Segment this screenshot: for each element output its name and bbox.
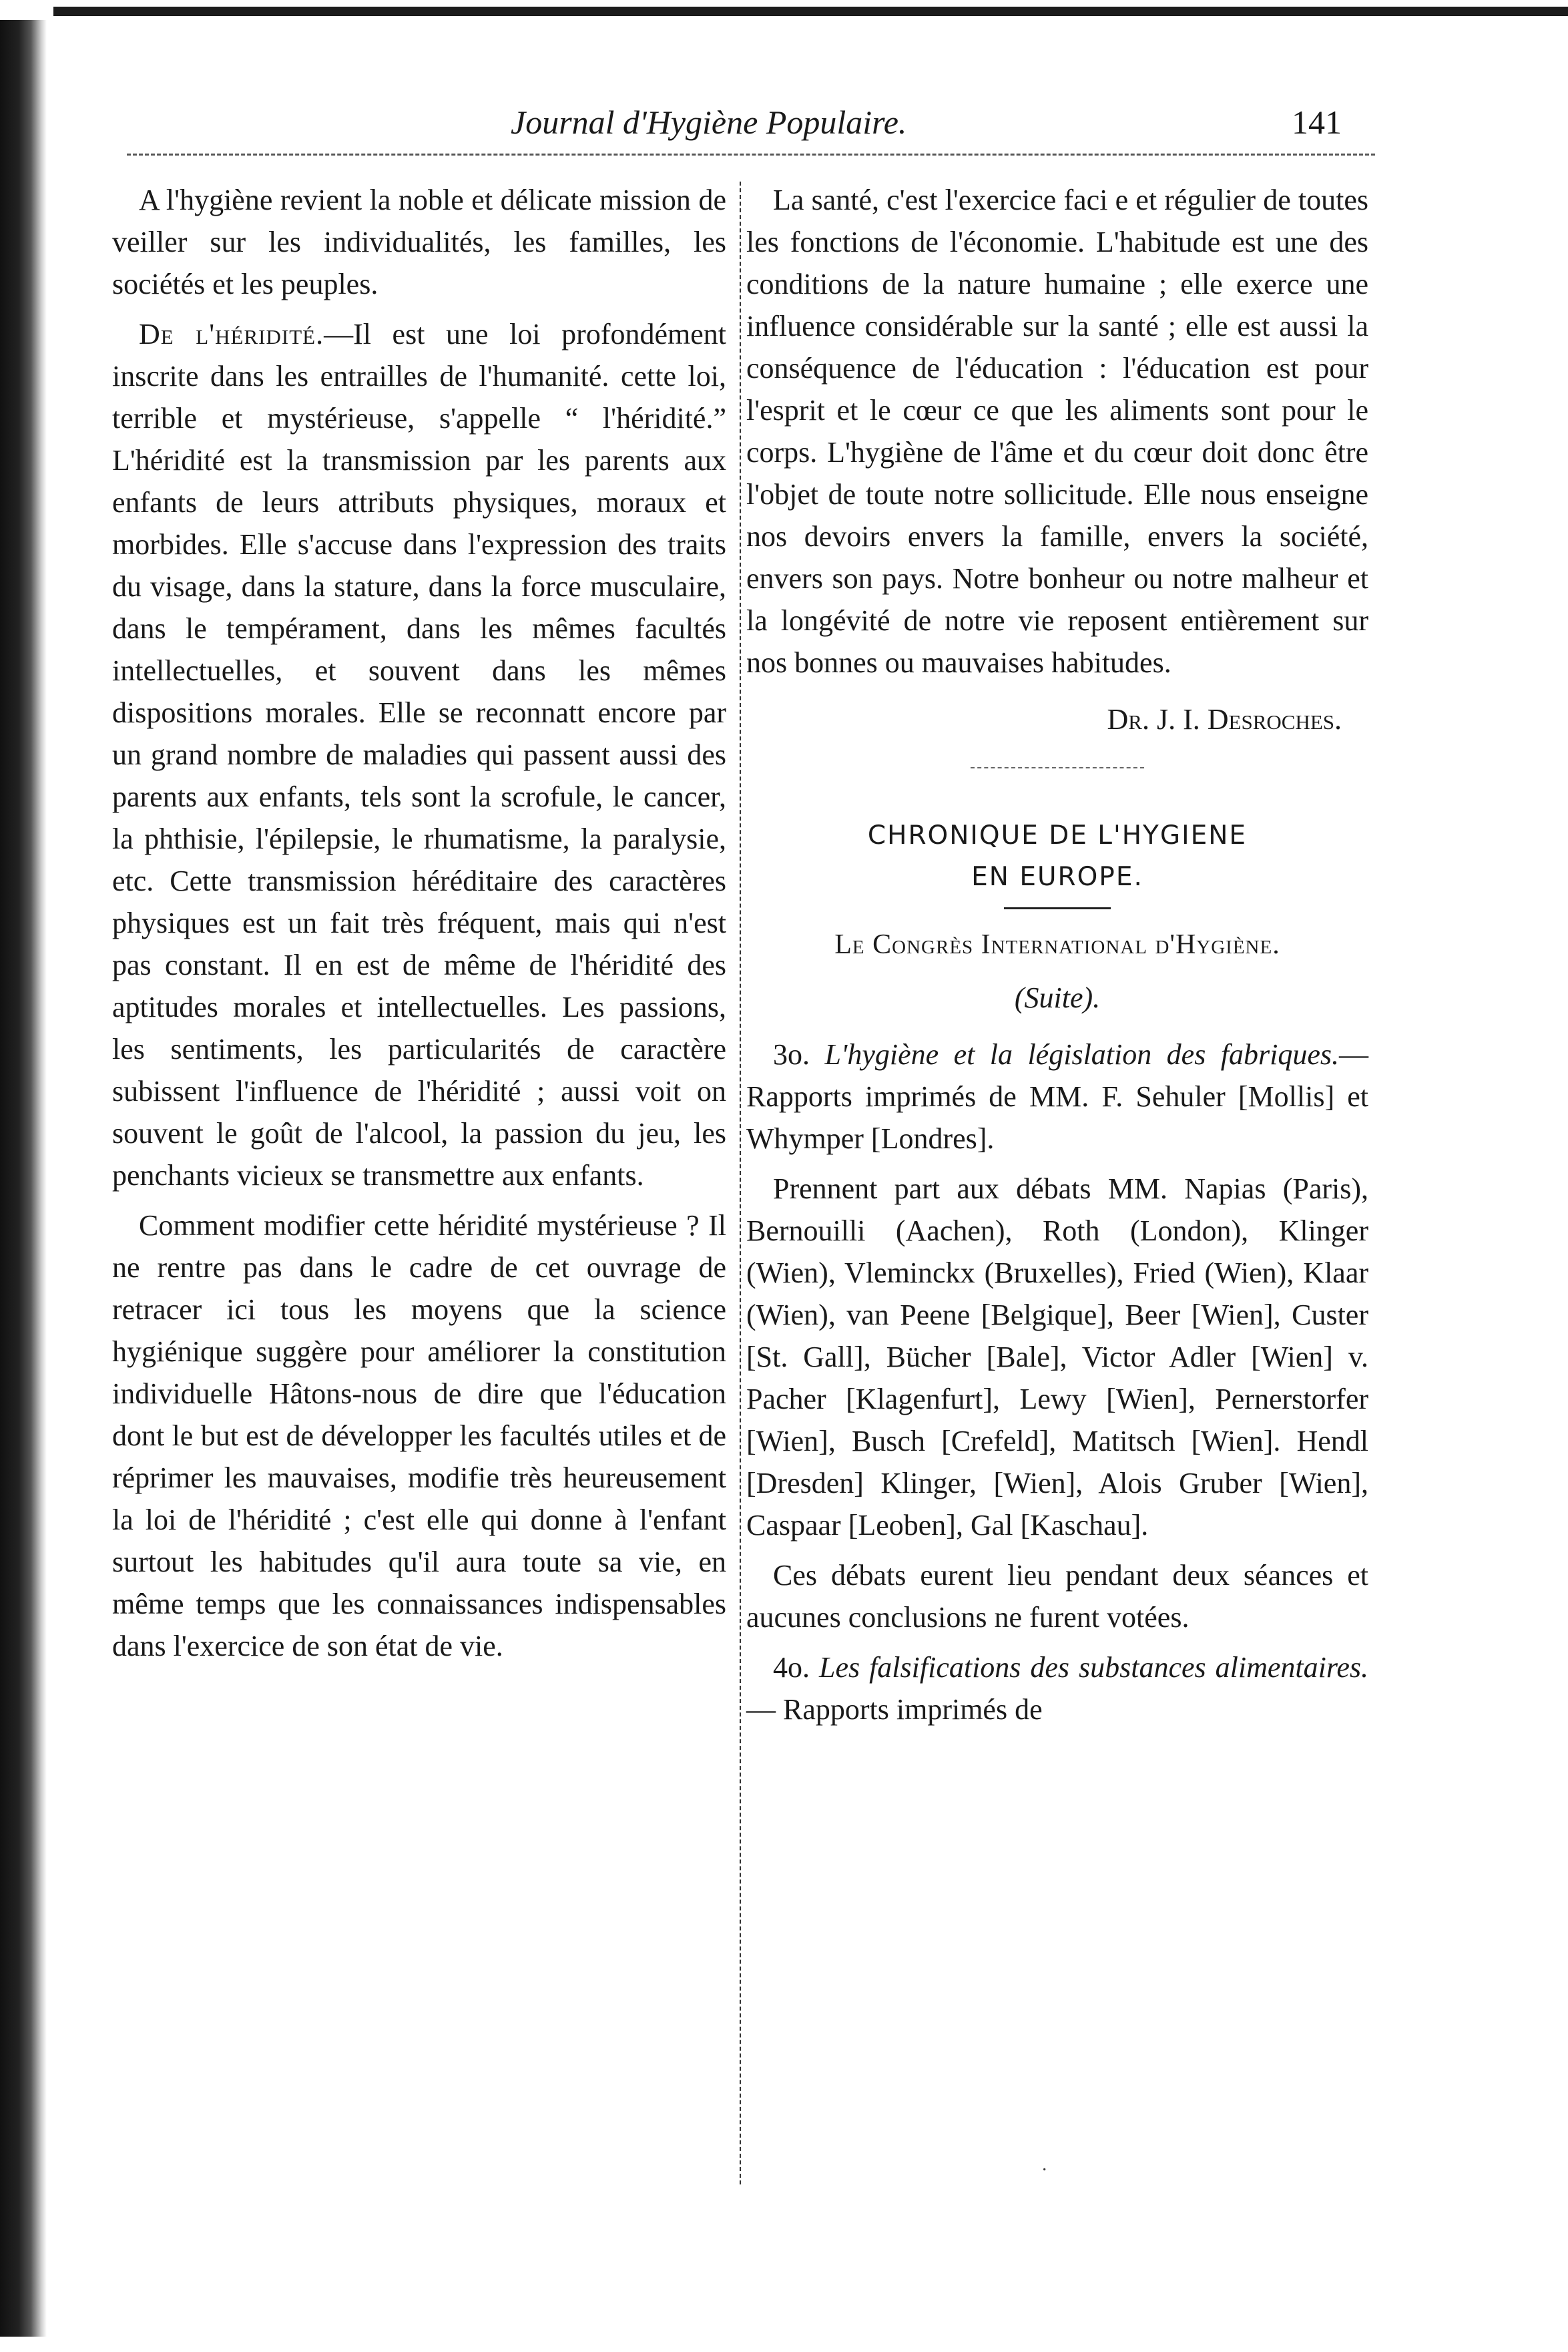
title-rule [1004, 907, 1111, 909]
heredity-heading: De l'héridité. [139, 318, 324, 350]
item-40-title: Les falsifications des substances alimentaires. [818, 1651, 1369, 1684]
page-binding-edge [0, 20, 47, 2337]
paragraph-heredity [112, 313, 726, 1196]
header-rule [127, 154, 1375, 156]
chronicle-title-line-1: CHRONIQUE DE L'HYGIENE [867, 820, 1248, 851]
paragraph-hygiene-mission: A l'hygiène revient la noble et délicate mission de veiller sur les individualités, les familles, les sociétés et les peuples. [112, 184, 726, 300]
item-40 [746, 1646, 1368, 1730]
right-column [746, 179, 1368, 1738]
item-40-body: — Rapports imprimés de [746, 1693, 1043, 1726]
paragraph-sessions: Ces débats eurent lieu pendant deux séances et aucunes conclusions ne furent votées. [746, 1559, 1368, 1634]
congress-heading: Le Congrès International d'Hygiène. [834, 929, 1280, 960]
chronicle-title [746, 815, 1368, 898]
running-header [113, 99, 1382, 159]
item-30-body: — Rapports imprimés de MM. F. Sehuler [Mollis] et Whymper [Londres]. [746, 1038, 1369, 1155]
journal-title: Journal d'Hygiène Populaire. [511, 103, 907, 141]
print-speck: · [1041, 2160, 1048, 2180]
section-separator [971, 767, 1144, 768]
author-signature: Dr. J. I. Desroches. [1107, 703, 1342, 736]
item-30 [746, 1033, 1368, 1160]
paragraph-debate-participants: Prennent part aux débats MM. Napias (Paris), Bernouilli (Aachen), Roth (London), Klinger (Wien), Vleminckx (Bruxelles), Fried (Wien), Klaar (Wien), van Peene [Belgique], Beer [Wien], Custer [St. Gall], Bücher [Bale], Victor Adler [Wien] v. Pacher [Klagenfurt], Lewy [Wien], Pernerstorfer [Wien], Busch [Crefeld], Matitsch [Wien]. Hendl [Dresden] Klinger, [Wien], Alois Gruber [Wien], Caspaar [Leoben], Gal [Kaschau]. [746, 1172, 1368, 1542]
column-divider [740, 182, 741, 2184]
chronicle-title-line-2: EN EUROPE. [971, 862, 1143, 892]
paragraph-health-habits: La santé, c'est l'exercice faci e et régulier de toutes les fonctions de l'économie. L'habitude est une des conditions de la nature humaine ; elle exerce une influence considérable sur la santé ; elle est aussi la conséquence de l'éducation : l'éducation est pour l'esprit et le cœur ce que les aliments sont pour le corps. L'hygiène de l'âme et du cœur doit donc être l'objet de toute notre sollicitude. Elle nous enseigne nos devoirs envers la famille, envers la société, envers son pays. Notre bonheur ou notre malheur et la longévité de notre vie reposent entièrement sur nos bonnes ou mauvaises habitudes. [746, 184, 1368, 679]
paragraph-modify-heredity: Comment modifier cette héridité mystérieuse ? Il ne rentre pas dans le cadre de cet ouvrage de retracer ici tous les moyens que la science hygiénique suggère pour améliorer la constitution individuelle Hâtons-nous de dire que l'éducation dont le but est de développer les facultés utiles et de réprimer les mauvaises, modifie très heureusement la loi de l'héridité ; c'est elle qui donne à l'enfant surtout les habitudes qu'il aura toute sa vie, en même temps que les connaissances indispensables dans l'exercice de son état de vie. [112, 1209, 726, 1662]
item-40-number: 4o. [773, 1651, 810, 1684]
top-page-edge [53, 7, 1568, 16]
page-number: 141 [1292, 103, 1342, 141]
heredity-body: —Il est une loi profondément inscrite dans les entrailles de l'humanité. cette loi, terrible et mystérieuse, s'appelle “ l'héridité.” L'héridité est la transmission par les parents aux enfants de leurs attributs physiques, moraux et morbides. Elle s'accuse dans l'expression des traits du visage, dans la stature, dans la force musculaire, dans le tempérament, dans les mêmes facultés intellectuelles, et souvent dans les mêmes dispositions morales. Elle se reconnatt encore par un grand nombre de maladies qui passent aussi des parents aux enfants, tels sont la scrofule, le cancer, la phthisie, l'épilepsie, le rhumatisme, la paralysie, etc. Cette transmission héréditaire des caractères physiques est un fait très fréquent, mais qui n'est pas constant. Il en est de même de l'héridité des aptitudes morales et intellectuelles. Les passions, les sentiments, les particularités de caractère subissent l'influence de l'héridité ; aussi voit on souvent le goût de l'alcool, la passion du jeu, les penchants vicieux se transmettre aux enfants. [112, 318, 726, 1192]
item-30-number: 3o. [773, 1038, 810, 1071]
suite-label: (Suite). [1014, 981, 1101, 1014]
left-column [112, 179, 726, 1675]
item-30-title: L'hygiène et la législation des fabriques. [824, 1038, 1340, 1071]
